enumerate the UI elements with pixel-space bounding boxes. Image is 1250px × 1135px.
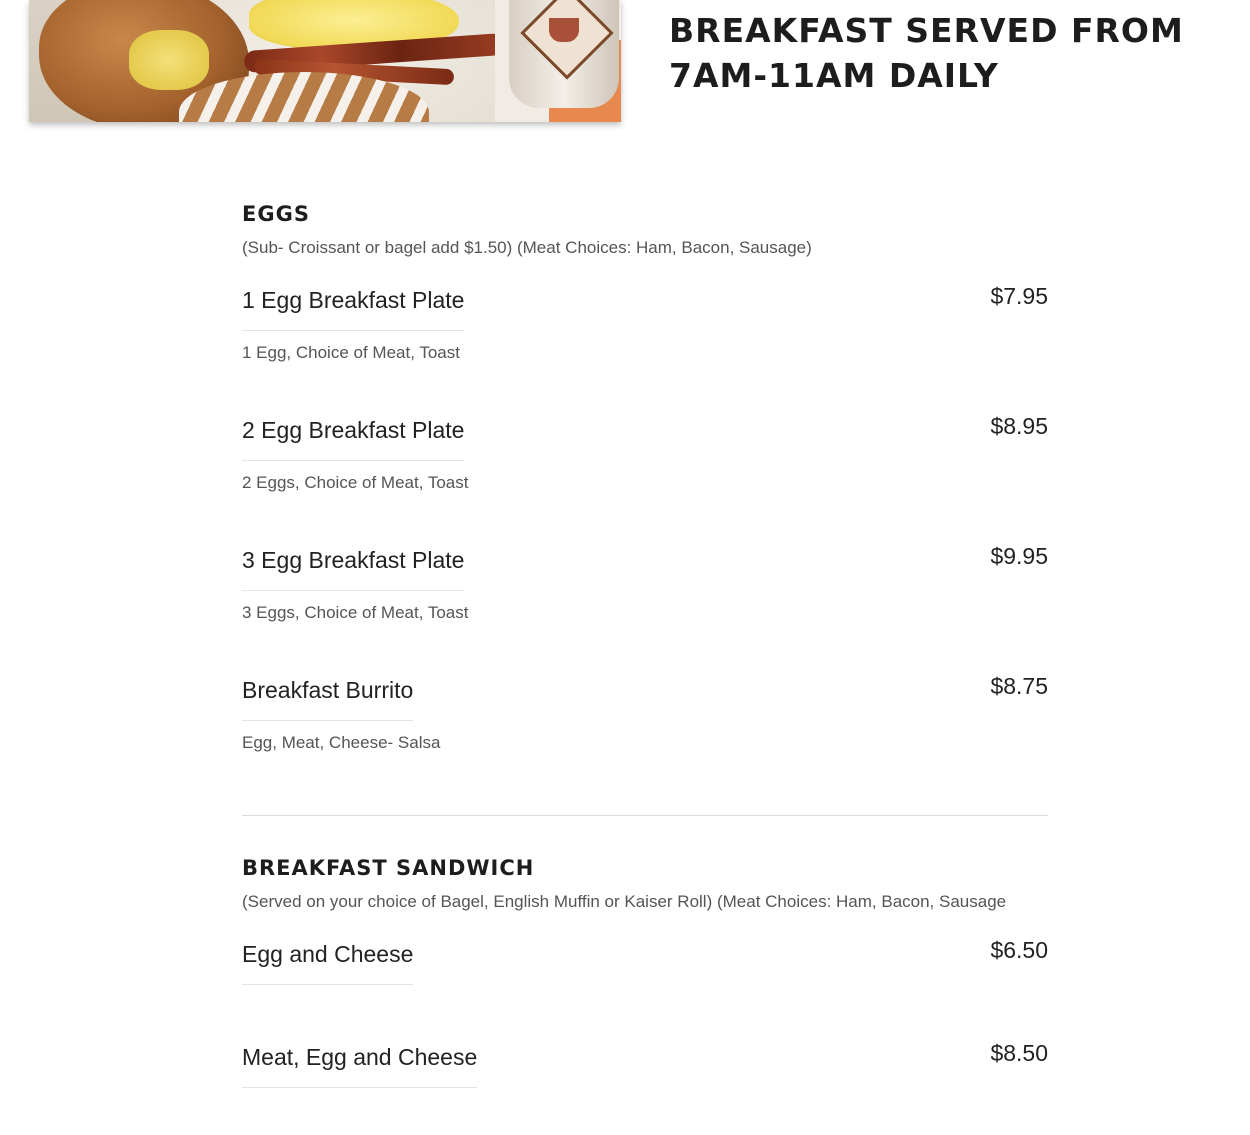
menu-item-name: 2 Egg Breakfast Plate (242, 417, 464, 461)
section-title-breakfast-sandwich: BREAKFAST SANDWICH (242, 856, 535, 880)
section-note-eggs: (Sub- Croissant or bagel add $1.50) (Meat Choices: Ham, Bacon, Sausage) (242, 238, 812, 257)
menu-item (242, 1040, 1048, 1088)
menu-item (242, 283, 1048, 363)
menu-item-name: Breakfast Burrito (242, 677, 413, 721)
menu-item-price: $8.95 (990, 413, 1048, 439)
section-divider (242, 815, 1048, 816)
menu-item-name: Meat, Egg and Cheese (242, 1044, 477, 1088)
menu-item-price: $9.95 (990, 543, 1048, 569)
menu-item-price: $8.75 (990, 673, 1048, 699)
section-title-eggs: EGGS (242, 202, 310, 226)
menu-item-price: $7.95 (990, 283, 1048, 309)
menu-item-description: 2 Eggs, Choice of Meat, Toast (242, 473, 469, 492)
menu-item-name: 1 Egg Breakfast Plate (242, 287, 464, 331)
menu-item (242, 673, 1048, 753)
menu-item-name: Egg and Cheese (242, 941, 413, 985)
menu-item-description: 3 Eggs, Choice of Meat, Toast (242, 603, 469, 622)
menu-item-price: $6.50 (990, 937, 1048, 963)
menu-item-price: $8.50 (990, 1040, 1048, 1066)
menu-item-name: 3 Egg Breakfast Plate (242, 547, 464, 591)
menu-item (242, 937, 1048, 985)
section-note-breakfast-sandwich: (Served on your choice of Bagel, English Muffin or Kaiser Roll) (Meat Choices: Ham, Bacon, Sausage (242, 892, 1007, 911)
menu-item (242, 413, 1048, 493)
breakfast-photo (29, 0, 621, 122)
menu-item-description: Egg, Meat, Cheese- Salsa (242, 733, 441, 752)
menu-item (242, 543, 1048, 623)
egg-filling-graphic (129, 30, 209, 90)
coffee-mug-icon (549, 18, 579, 42)
menu-item-description: 1 Egg, Choice of Meat, Toast (242, 343, 460, 362)
breakfast-hours-title: BREAKFAST SERVED FROM 7AM-11AM DAILY (669, 11, 1184, 95)
